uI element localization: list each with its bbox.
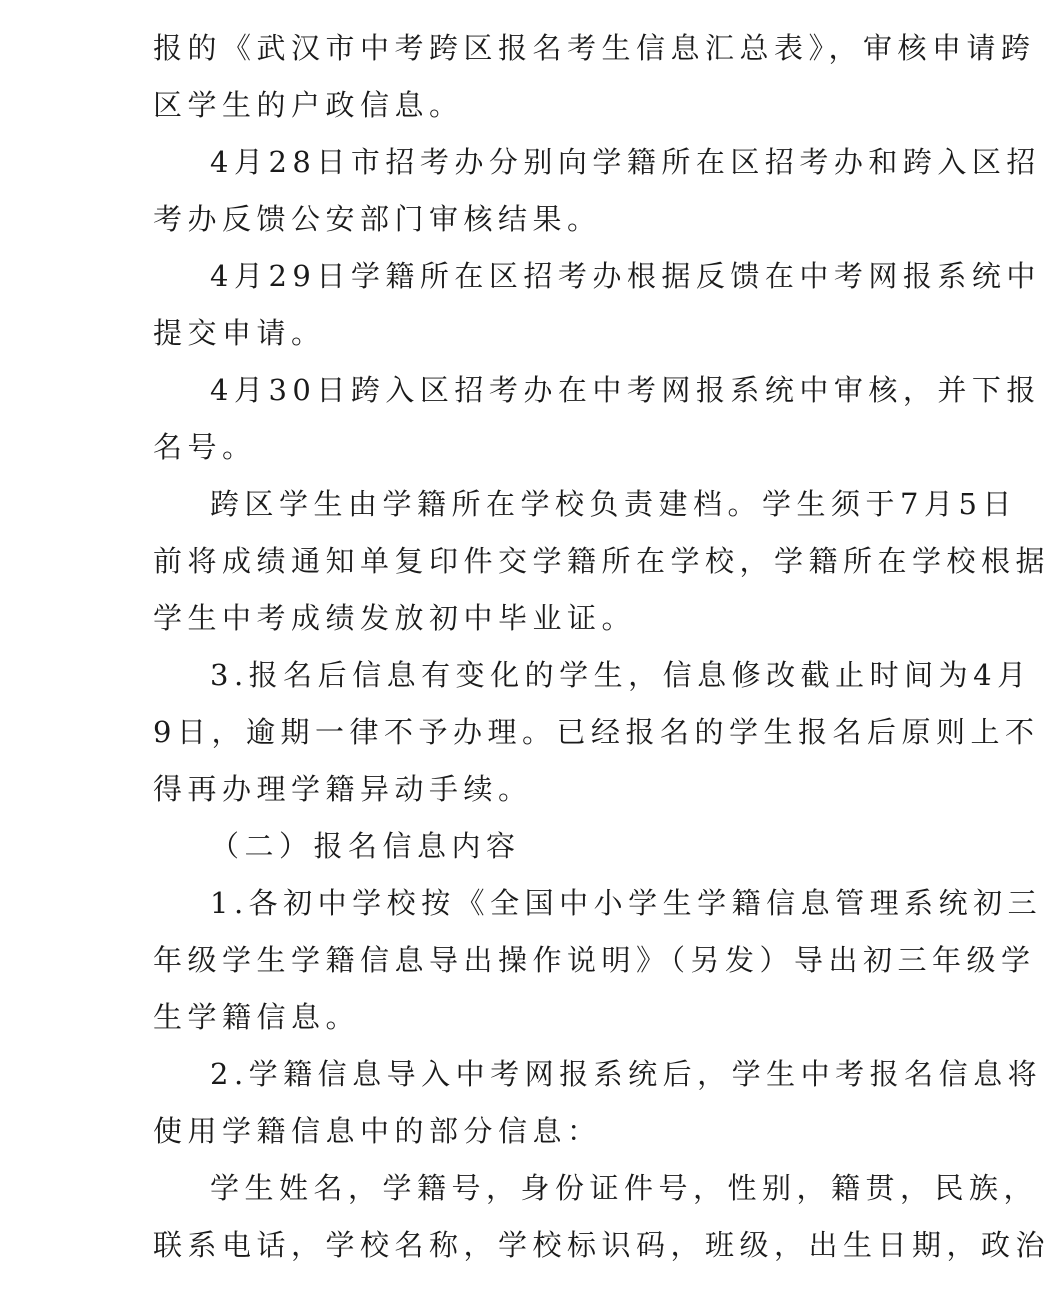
text-line: 得再办理学籍异动手续。 xyxy=(153,772,533,806)
heading-text: （二）报名信息内容 xyxy=(210,829,521,863)
text-line: 4月28日市招考办分别向学籍所在区招考办和跨入区招 xyxy=(210,145,1041,179)
text-line: 生学籍信息。 xyxy=(153,1000,361,1034)
text-line: 1.各初中学校按《全国中小学生学籍信息管理系统初三 xyxy=(210,886,1043,920)
text-line: 4月30日跨入区招考办在中考网报系统中审核，并下报 xyxy=(210,373,1041,407)
text-line: 3.报名后信息有变化的学生，信息修改截止时间为4月 xyxy=(210,658,1032,692)
text-line: 4月29日学籍所在区招考办根据反馈在中考网报系统中 xyxy=(210,259,1041,293)
text-line: 报的《武汉市中考跨区报名考生信息汇总表》，审核申请跨 xyxy=(153,31,1036,65)
text-line: 学生姓名，学籍号，身份证件号，性别，籍贯，民族， xyxy=(210,1171,1039,1205)
text-line: 区学生的户政信息。 xyxy=(153,88,464,122)
text-line: 联系电话，学校名称，学校标识码，班级，出生日期，政治 xyxy=(153,1228,1051,1262)
text-line: 9日，逾期一律不予办理。已经报名的学生报名后原则上不 xyxy=(153,715,1040,749)
text-line: 学生中考成绩发放初中毕业证。 xyxy=(153,601,637,635)
text-line: 前将成绩通知单复印件交学籍所在学校，学籍所在学校根据 xyxy=(153,544,1051,578)
text-line: 名号。 xyxy=(153,430,257,464)
text-line: 考办反馈公安部门审核结果。 xyxy=(153,202,602,236)
text-line: 跨区学生由学籍所在学校负责建档。学生须于7月5日 xyxy=(210,487,1017,521)
text-line: 使用学籍信息中的部分信息： xyxy=(153,1114,602,1148)
text-line: 提交申请。 xyxy=(153,316,326,350)
text-line: 2.学籍信息导入中考网报系统后，学生中考报名信息将 xyxy=(210,1057,1043,1091)
text-line: 年级学生学籍信息导出操作说明》（另发）导出初三年级学 xyxy=(153,943,1036,977)
